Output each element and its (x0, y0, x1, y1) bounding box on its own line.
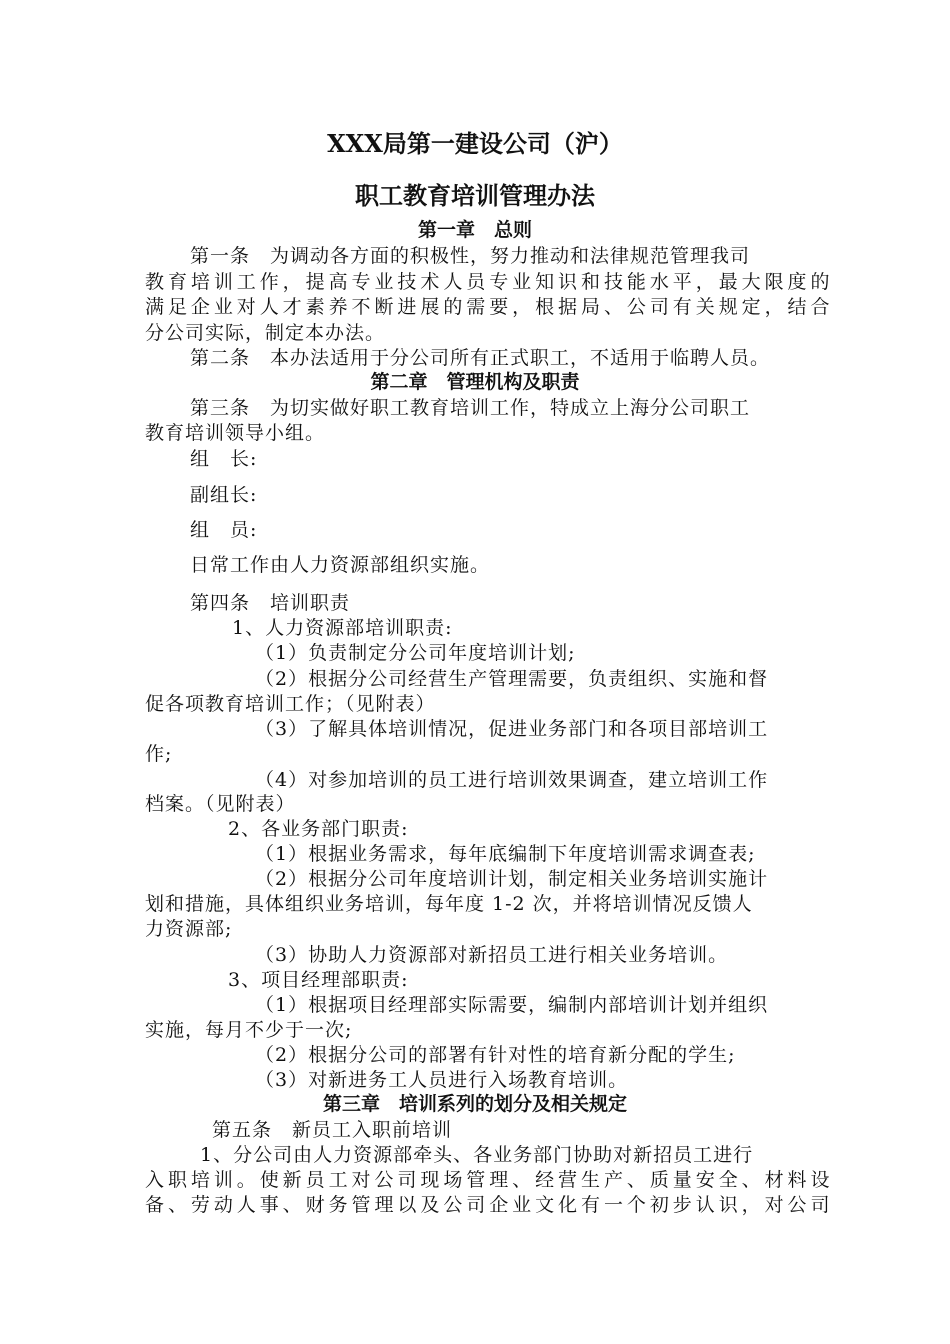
biz-duties-title: 2、各业务部门职责: (228, 818, 409, 840)
article-3-line-2: 教育培训领导小组。 (145, 422, 326, 444)
hr-duty-2-line-2: 促各项教育培训工作；（见附表） (145, 693, 436, 715)
article-5: 第五条 新员工入职前培训 (212, 1119, 453, 1141)
article-5-item-1-line-1: 1、分公司由人力资源部牵头、各业务部门协助对新招员工进行 (200, 1144, 754, 1166)
article-1-line-2: 教育培训工作，提高专业技术人员专业知识和技能水平，最大限度的 (145, 271, 830, 293)
article-3-line-1: 第三条 为切实做好职工教育培训工作，特成立上海分公司职工 (190, 397, 751, 419)
pm-duty-1-line-2: 实施，每月不少于一次; (145, 1019, 353, 1041)
article-5-item-1-line-2: 入职培训。使新员工对公司现场管理、经营生产、质量安全、材料设 (145, 1169, 830, 1191)
article-2: 第二条 本办法适用于分公司所有正式职工，不适用于临聘人员。 (190, 347, 771, 369)
biz-duty-3: （3）协助人力资源部对新招员工进行相关业务培训。 (255, 944, 729, 966)
biz-duty-1: （1）根据业务需求，每年底编制下年度培训需求调查表; (255, 843, 756, 865)
hr-duty-4-line-1: （4）对参加培训的员工进行培训效果调查，建立培训工作 (255, 769, 769, 791)
pm-duty-1-line-1: （1）根据项目经理部实际需要，编制内部培训计划并组织 (255, 994, 769, 1016)
group-leader-label: 组 长: (190, 448, 258, 470)
hr-duties-title: 1、人力资源部培训职责: (232, 617, 453, 639)
article-1-line-1: 第一条 为调动各方面的积极性，努力推动和法律规范管理我司 (190, 245, 751, 267)
pm-duty-2: （2）根据分公司的部署有针对性的培育新分配的学生; (255, 1044, 736, 1066)
hr-duty-1: （1）负责制定分公司年度培训计划; (255, 642, 576, 664)
chapter-heading-1: 第一章 总则 (417, 219, 532, 241)
article-4: 第四条 培训职责 (190, 592, 351, 614)
hr-duty-4-line-2: 档案。（见附表） (145, 793, 296, 815)
pm-duty-3: （3）对新进务工人员进行入场教育培训。 (255, 1069, 629, 1091)
biz-duty-2-line-3: 力资源部; (145, 918, 233, 940)
biz-duty-2-line-2: 划和措施，具体组织业务培训，每年度 1-2 次，并将培训情况反馈人 (145, 893, 753, 915)
chapter-heading-3: 第三章 培训系列的划分及相关规定 (322, 1093, 627, 1115)
hr-duty-2-line-1: （2）根据分公司经营生产管理需要，负责组织、实施和督 (255, 668, 769, 690)
article-1-line-4: 分公司实际，制定本办法。 (145, 322, 386, 344)
article-1-line-3: 满足企业对人才素养不断进展的需要，根据局、公司有关规定，结合 (145, 296, 830, 318)
chapter-heading-2: 第二章 管理机构及职责 (370, 371, 580, 393)
hr-duty-3-line-1: （3）了解具体培训情况，促进业务部门和各项目部培训工 (255, 718, 769, 740)
group-member-label: 组 员: (190, 519, 258, 541)
biz-duty-2-line-1: （2）根据分公司年度培训计划，制定相关业务培训实施计 (255, 868, 769, 890)
pm-duties-title: 3、项目经理部职责: (228, 969, 409, 991)
daily-work-text: 日常工作由人力资源部组织实施。 (190, 554, 491, 576)
vice-leader-label: 副组长: (190, 484, 258, 506)
hr-duty-3-line-2: 作; (145, 743, 173, 765)
document-title: XXX局第一建设公司（沪） (327, 129, 623, 158)
document-subtitle: 职工教育培训管理办法 (355, 181, 595, 210)
article-5-item-1-line-3: 备、劳动人事、财务管理以及公司企业文化有一个初步认识，对公司 (145, 1194, 830, 1216)
